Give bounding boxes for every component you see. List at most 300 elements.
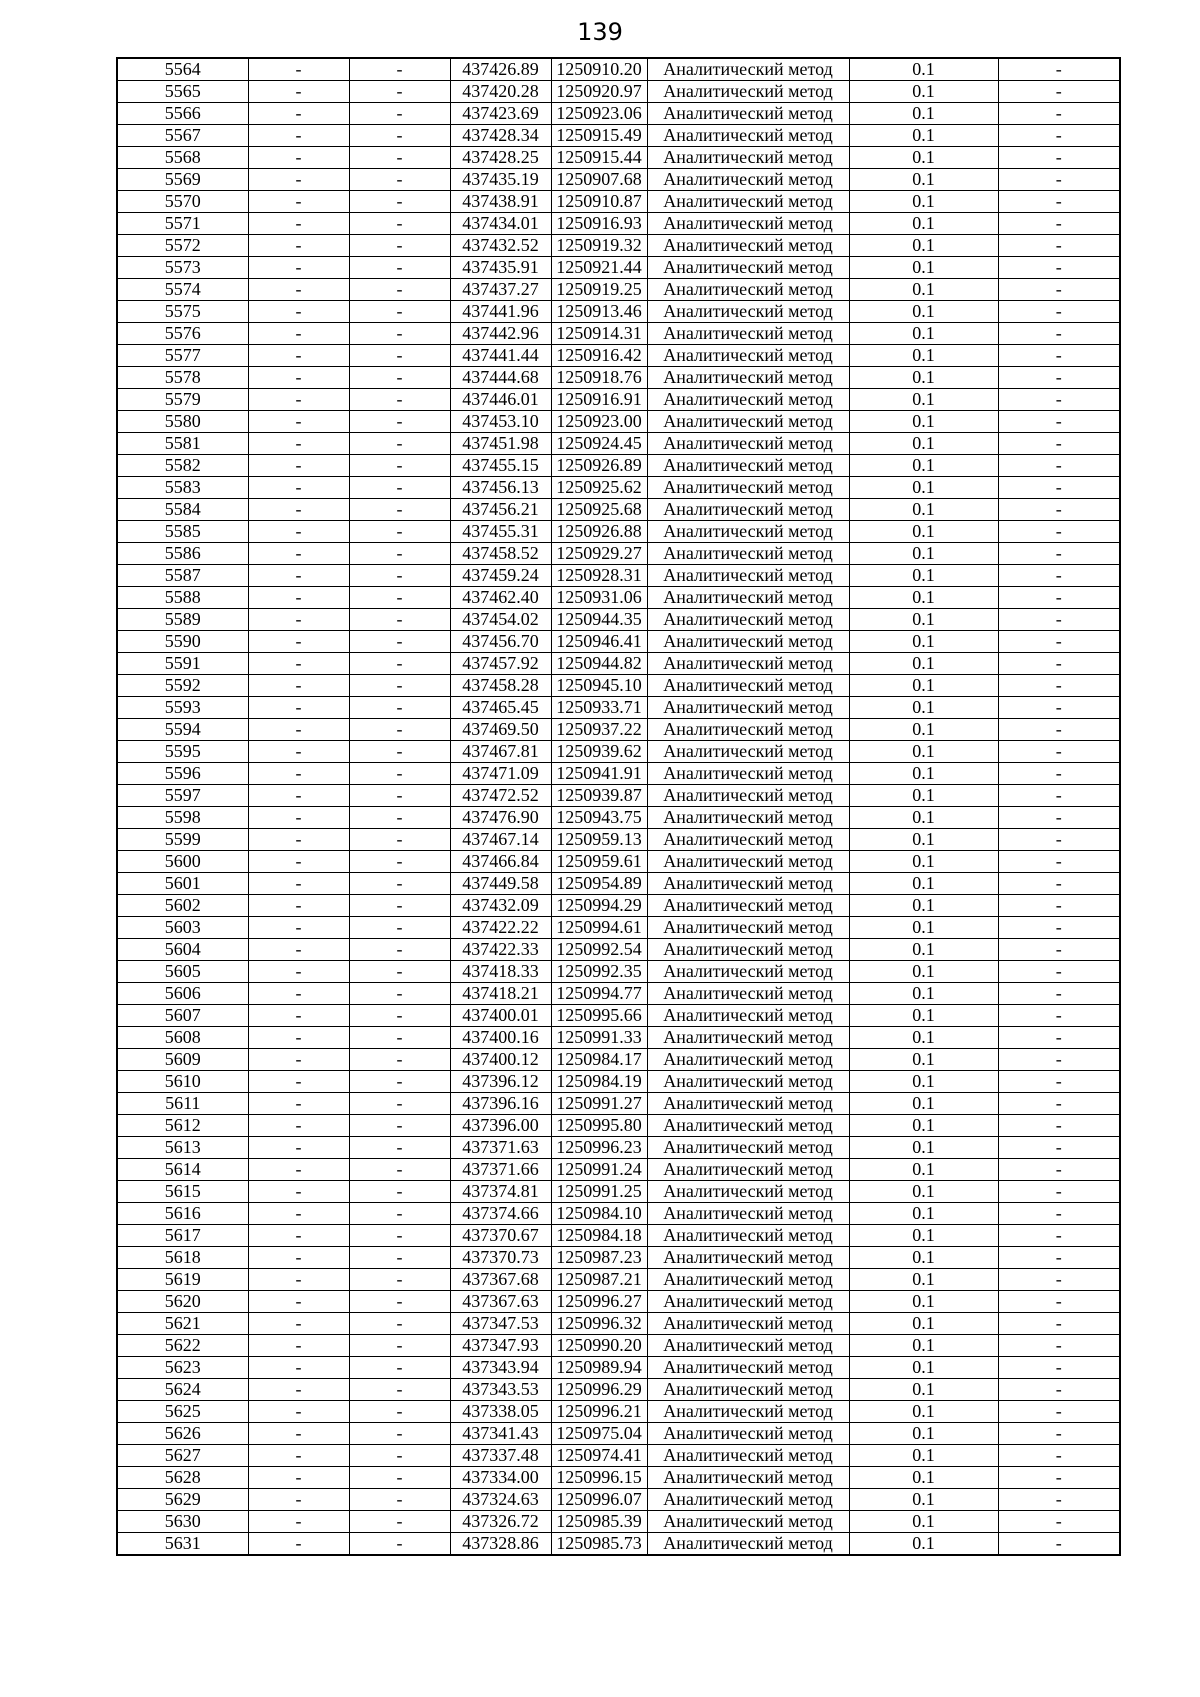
dash-cell: -	[998, 653, 1120, 675]
x-coordinate-cell: 437449.58	[450, 873, 551, 895]
accuracy-cell: 0.1	[849, 1489, 998, 1511]
method-cell: Аналитический метод	[647, 741, 849, 763]
table-row	[117, 213, 1120, 235]
x-coordinate-cell: 437418.33	[450, 961, 551, 983]
method-cell: Аналитический метод	[647, 1291, 849, 1313]
accuracy-cell: 0.1	[849, 719, 998, 741]
accuracy-cell: 0.1	[849, 1159, 998, 1181]
dash-cell: -	[998, 279, 1120, 301]
dash-cell: -	[349, 1159, 450, 1181]
y-coordinate-cell: 1250995.80	[551, 1115, 647, 1137]
point-number-cell: 5595	[117, 741, 248, 763]
point-number-cell: 5604	[117, 939, 248, 961]
table-row	[117, 125, 1120, 147]
method-cell: Аналитический метод	[647, 1181, 849, 1203]
point-number-cell: 5564	[117, 58, 248, 81]
y-coordinate-cell: 1250990.20	[551, 1335, 647, 1357]
dash-cell: -	[998, 983, 1120, 1005]
dash-cell: -	[998, 1467, 1120, 1489]
y-coordinate-cell: 1250915.44	[551, 147, 647, 169]
y-coordinate-cell: 1250985.39	[551, 1511, 647, 1533]
dash-cell: -	[248, 631, 349, 653]
x-coordinate-cell: 437458.52	[450, 543, 551, 565]
dash-cell: -	[998, 1093, 1120, 1115]
method-cell: Аналитический метод	[647, 1533, 849, 1556]
point-number-cell: 5584	[117, 499, 248, 521]
x-coordinate-cell: 437400.01	[450, 1005, 551, 1027]
dash-cell: -	[349, 433, 450, 455]
table-row	[117, 917, 1120, 939]
x-coordinate-cell: 437337.48	[450, 1445, 551, 1467]
method-cell: Аналитический метод	[647, 1313, 849, 1335]
dash-cell: -	[998, 323, 1120, 345]
accuracy-cell: 0.1	[849, 1247, 998, 1269]
dash-cell: -	[349, 1005, 450, 1027]
accuracy-cell: 0.1	[849, 895, 998, 917]
x-coordinate-cell: 437428.25	[450, 147, 551, 169]
accuracy-cell: 0.1	[849, 565, 998, 587]
dash-cell: -	[349, 609, 450, 631]
point-number-cell: 5618	[117, 1247, 248, 1269]
dash-cell: -	[998, 147, 1120, 169]
dash-cell: -	[248, 125, 349, 147]
y-coordinate-cell: 1250989.94	[551, 1357, 647, 1379]
point-number-cell: 5623	[117, 1357, 248, 1379]
x-coordinate-cell: 437442.96	[450, 323, 551, 345]
dash-cell: -	[248, 1181, 349, 1203]
method-cell: Аналитический метод	[647, 1269, 849, 1291]
dash-cell: -	[248, 1533, 349, 1556]
x-coordinate-cell: 437437.27	[450, 279, 551, 301]
dash-cell: -	[349, 1533, 450, 1556]
method-cell: Аналитический метод	[647, 389, 849, 411]
x-coordinate-cell: 437432.09	[450, 895, 551, 917]
x-coordinate-cell: 437465.45	[450, 697, 551, 719]
dash-cell: -	[248, 939, 349, 961]
accuracy-cell: 0.1	[849, 1511, 998, 1533]
dash-cell: -	[349, 697, 450, 719]
method-cell: Аналитический метод	[647, 191, 849, 213]
y-coordinate-cell: 1250939.62	[551, 741, 647, 763]
dash-cell: -	[998, 1071, 1120, 1093]
table-row	[117, 147, 1120, 169]
method-cell: Аналитический метод	[647, 565, 849, 587]
point-number-cell: 5602	[117, 895, 248, 917]
point-number-cell: 5579	[117, 389, 248, 411]
dash-cell: -	[998, 235, 1120, 257]
point-number-cell: 5616	[117, 1203, 248, 1225]
method-cell: Аналитический метод	[647, 917, 849, 939]
y-coordinate-cell: 1250984.19	[551, 1071, 647, 1093]
x-coordinate-cell: 437455.31	[450, 521, 551, 543]
x-coordinate-cell: 437423.69	[450, 103, 551, 125]
dash-cell: -	[998, 719, 1120, 741]
point-number-cell: 5580	[117, 411, 248, 433]
y-coordinate-cell: 1250975.04	[551, 1423, 647, 1445]
dash-cell: -	[248, 895, 349, 917]
dash-cell: -	[998, 477, 1120, 499]
x-coordinate-cell: 437396.12	[450, 1071, 551, 1093]
table-row	[117, 719, 1120, 741]
dash-cell: -	[998, 1533, 1120, 1556]
point-number-cell: 5629	[117, 1489, 248, 1511]
table-row	[117, 1137, 1120, 1159]
point-number-cell: 5628	[117, 1467, 248, 1489]
x-coordinate-cell: 437441.44	[450, 345, 551, 367]
y-coordinate-cell: 1250928.31	[551, 565, 647, 587]
dash-cell: -	[998, 543, 1120, 565]
x-coordinate-cell: 437400.16	[450, 1027, 551, 1049]
dash-cell: -	[248, 1115, 349, 1137]
x-coordinate-cell: 437367.63	[450, 1291, 551, 1313]
table-row	[117, 1247, 1120, 1269]
x-coordinate-cell: 437343.94	[450, 1357, 551, 1379]
x-coordinate-cell: 437456.21	[450, 499, 551, 521]
accuracy-cell: 0.1	[849, 1225, 998, 1247]
x-coordinate-cell: 437456.70	[450, 631, 551, 653]
dash-cell: -	[248, 1423, 349, 1445]
table-row	[117, 521, 1120, 543]
point-number-cell: 5571	[117, 213, 248, 235]
table-row	[117, 1511, 1120, 1533]
dash-cell: -	[998, 807, 1120, 829]
accuracy-cell: 0.1	[849, 609, 998, 631]
point-number-cell: 5611	[117, 1093, 248, 1115]
dash-cell: -	[998, 1291, 1120, 1313]
table-row	[117, 873, 1120, 895]
dash-cell: -	[349, 741, 450, 763]
dash-cell: -	[349, 917, 450, 939]
y-coordinate-cell: 1250924.45	[551, 433, 647, 455]
point-number-cell: 5590	[117, 631, 248, 653]
table-row	[117, 1115, 1120, 1137]
x-coordinate-cell: 437476.90	[450, 807, 551, 829]
dash-cell: -	[349, 543, 450, 565]
accuracy-cell: 0.1	[849, 411, 998, 433]
dash-cell: -	[349, 1203, 450, 1225]
method-cell: Аналитический метод	[647, 609, 849, 631]
dash-cell: -	[998, 125, 1120, 147]
point-number-cell: 5574	[117, 279, 248, 301]
table-row	[117, 169, 1120, 191]
point-number-cell: 5613	[117, 1137, 248, 1159]
method-cell: Аналитический метод	[647, 631, 849, 653]
dash-cell: -	[248, 191, 349, 213]
x-coordinate-cell: 437467.14	[450, 829, 551, 851]
x-coordinate-cell: 437396.00	[450, 1115, 551, 1137]
accuracy-cell: 0.1	[849, 58, 998, 81]
accuracy-cell: 0.1	[849, 367, 998, 389]
y-coordinate-cell: 1250995.66	[551, 1005, 647, 1027]
dash-cell: -	[248, 257, 349, 279]
table-row	[117, 961, 1120, 983]
x-coordinate-cell: 437471.09	[450, 763, 551, 785]
point-number-cell: 5622	[117, 1335, 248, 1357]
accuracy-cell: 0.1	[849, 829, 998, 851]
dash-cell: -	[349, 1489, 450, 1511]
accuracy-cell: 0.1	[849, 653, 998, 675]
method-cell: Аналитический метод	[647, 1225, 849, 1247]
accuracy-cell: 0.1	[849, 939, 998, 961]
dash-cell: -	[248, 367, 349, 389]
x-coordinate-cell: 437434.01	[450, 213, 551, 235]
point-number-cell: 5598	[117, 807, 248, 829]
point-number-cell: 5589	[117, 609, 248, 631]
point-number-cell: 5593	[117, 697, 248, 719]
dash-cell: -	[349, 1357, 450, 1379]
accuracy-cell: 0.1	[849, 983, 998, 1005]
dash-cell: -	[349, 939, 450, 961]
page-number: 139	[577, 18, 623, 46]
x-coordinate-cell: 437374.81	[450, 1181, 551, 1203]
method-cell: Аналитический метод	[647, 1115, 849, 1137]
dash-cell: -	[349, 81, 450, 103]
y-coordinate-cell: 1250984.18	[551, 1225, 647, 1247]
table-row	[117, 543, 1120, 565]
dash-cell: -	[349, 455, 450, 477]
dash-cell: -	[248, 235, 349, 257]
dash-cell: -	[349, 58, 450, 81]
accuracy-cell: 0.1	[849, 1423, 998, 1445]
dash-cell: -	[349, 1335, 450, 1357]
method-cell: Аналитический метод	[647, 895, 849, 917]
dash-cell: -	[998, 257, 1120, 279]
method-cell: Аналитический метод	[647, 147, 849, 169]
dash-cell: -	[998, 1445, 1120, 1467]
dash-cell: -	[248, 345, 349, 367]
x-coordinate-cell: 437347.93	[450, 1335, 551, 1357]
dash-cell: -	[998, 58, 1120, 81]
method-cell: Аналитический метод	[647, 719, 849, 741]
point-number-cell: 5585	[117, 521, 248, 543]
dash-cell: -	[248, 1247, 349, 1269]
dash-cell: -	[349, 829, 450, 851]
dash-cell: -	[998, 939, 1120, 961]
x-coordinate-cell: 437438.91	[450, 191, 551, 213]
x-coordinate-cell: 437459.24	[450, 565, 551, 587]
x-coordinate-cell: 437341.43	[450, 1423, 551, 1445]
table-row	[117, 1401, 1120, 1423]
dash-cell: -	[998, 1379, 1120, 1401]
table-row	[117, 829, 1120, 851]
point-number-cell: 5578	[117, 367, 248, 389]
accuracy-cell: 0.1	[849, 521, 998, 543]
x-coordinate-cell: 437396.16	[450, 1093, 551, 1115]
table-row	[117, 1181, 1120, 1203]
dash-cell: -	[349, 389, 450, 411]
accuracy-cell: 0.1	[849, 257, 998, 279]
accuracy-cell: 0.1	[849, 1137, 998, 1159]
method-cell: Аналитический метод	[647, 1049, 849, 1071]
y-coordinate-cell: 1250926.88	[551, 521, 647, 543]
point-number-cell: 5570	[117, 191, 248, 213]
dash-cell: -	[349, 323, 450, 345]
dash-cell: -	[349, 873, 450, 895]
method-cell: Аналитический метод	[647, 1093, 849, 1115]
dash-cell: -	[349, 653, 450, 675]
method-cell: Аналитический метод	[647, 1137, 849, 1159]
table-row	[117, 895, 1120, 917]
table-row	[117, 1533, 1120, 1556]
dash-cell: -	[998, 851, 1120, 873]
dash-cell: -	[349, 1511, 450, 1533]
y-coordinate-cell: 1250907.68	[551, 169, 647, 191]
x-coordinate-cell: 437441.96	[450, 301, 551, 323]
dash-cell: -	[248, 851, 349, 873]
accuracy-cell: 0.1	[849, 1291, 998, 1313]
dash-cell: -	[248, 675, 349, 697]
point-number-cell: 5565	[117, 81, 248, 103]
y-coordinate-cell: 1250987.21	[551, 1269, 647, 1291]
accuracy-cell: 0.1	[849, 631, 998, 653]
accuracy-cell: 0.1	[849, 169, 998, 191]
accuracy-cell: 0.1	[849, 1093, 998, 1115]
point-number-cell: 5620	[117, 1291, 248, 1313]
x-coordinate-cell: 437458.28	[450, 675, 551, 697]
dash-cell: -	[248, 1445, 349, 1467]
method-cell: Аналитический метод	[647, 411, 849, 433]
dash-cell: -	[998, 565, 1120, 587]
accuracy-cell: 0.1	[849, 697, 998, 719]
dash-cell: -	[248, 499, 349, 521]
point-number-cell: 5607	[117, 1005, 248, 1027]
method-cell: Аналитический метод	[647, 433, 849, 455]
accuracy-cell: 0.1	[849, 1313, 998, 1335]
dash-cell: -	[349, 565, 450, 587]
x-coordinate-cell: 437367.68	[450, 1269, 551, 1291]
dash-cell: -	[998, 1203, 1120, 1225]
y-coordinate-cell: 1250921.44	[551, 257, 647, 279]
accuracy-cell: 0.1	[849, 785, 998, 807]
accuracy-cell: 0.1	[849, 917, 998, 939]
x-coordinate-cell: 437446.01	[450, 389, 551, 411]
dash-cell: -	[998, 1159, 1120, 1181]
table-row	[117, 741, 1120, 763]
dash-cell: -	[248, 829, 349, 851]
dash-cell: -	[349, 785, 450, 807]
dash-cell: -	[248, 1401, 349, 1423]
dash-cell: -	[998, 763, 1120, 785]
method-cell: Аналитический метод	[647, 939, 849, 961]
x-coordinate-cell: 437467.81	[450, 741, 551, 763]
dash-cell: -	[248, 1379, 349, 1401]
dash-cell: -	[998, 609, 1120, 631]
y-coordinate-cell: 1250996.32	[551, 1313, 647, 1335]
method-cell: Аналитический метод	[647, 961, 849, 983]
method-cell: Аналитический метод	[647, 279, 849, 301]
dash-cell: -	[998, 829, 1120, 851]
point-number-cell: 5582	[117, 455, 248, 477]
dash-cell: -	[349, 587, 450, 609]
dash-cell: -	[248, 1027, 349, 1049]
dash-cell: -	[349, 1269, 450, 1291]
method-cell: Аналитический метод	[647, 455, 849, 477]
dash-cell: -	[349, 1423, 450, 1445]
method-cell: Аналитический метод	[647, 1423, 849, 1445]
dash-cell: -	[248, 1049, 349, 1071]
point-number-cell: 5624	[117, 1379, 248, 1401]
table-row	[117, 191, 1120, 213]
dash-cell: -	[998, 1335, 1120, 1357]
dash-cell: -	[998, 697, 1120, 719]
point-number-cell: 5606	[117, 983, 248, 1005]
dash-cell: -	[349, 1467, 450, 1489]
dash-cell: -	[998, 895, 1120, 917]
table-row	[117, 235, 1120, 257]
y-coordinate-cell: 1250933.71	[551, 697, 647, 719]
dash-cell: -	[998, 1247, 1120, 1269]
table-row	[117, 345, 1120, 367]
dash-cell: -	[998, 345, 1120, 367]
x-coordinate-cell: 437472.52	[450, 785, 551, 807]
dash-cell: -	[349, 1137, 450, 1159]
accuracy-cell: 0.1	[849, 763, 998, 785]
y-coordinate-cell: 1250992.54	[551, 939, 647, 961]
accuracy-cell: 0.1	[849, 191, 998, 213]
table-row	[117, 1489, 1120, 1511]
x-coordinate-cell: 437469.50	[450, 719, 551, 741]
dash-cell: -	[998, 1027, 1120, 1049]
x-coordinate-cell: 437422.33	[450, 939, 551, 961]
y-coordinate-cell: 1250916.42	[551, 345, 647, 367]
method-cell: Аналитический метод	[647, 367, 849, 389]
y-coordinate-cell: 1250959.61	[551, 851, 647, 873]
point-number-cell: 5597	[117, 785, 248, 807]
table-row	[117, 939, 1120, 961]
accuracy-cell: 0.1	[849, 1181, 998, 1203]
dash-cell: -	[998, 631, 1120, 653]
dash-cell: -	[998, 169, 1120, 191]
dash-cell: -	[248, 1005, 349, 1027]
dash-cell: -	[998, 1357, 1120, 1379]
table-row	[117, 1313, 1120, 1335]
point-number-cell: 5619	[117, 1269, 248, 1291]
accuracy-cell: 0.1	[849, 235, 998, 257]
y-coordinate-cell: 1250991.33	[551, 1027, 647, 1049]
dash-cell: -	[248, 1093, 349, 1115]
point-number-cell: 5572	[117, 235, 248, 257]
accuracy-cell: 0.1	[849, 1445, 998, 1467]
accuracy-cell: 0.1	[849, 741, 998, 763]
method-cell: Аналитический метод	[647, 1159, 849, 1181]
dash-cell: -	[248, 741, 349, 763]
dash-cell: -	[248, 1071, 349, 1093]
dash-cell: -	[349, 1181, 450, 1203]
method-cell: Аналитический метод	[647, 1467, 849, 1489]
y-coordinate-cell: 1250919.32	[551, 235, 647, 257]
dash-cell: -	[248, 697, 349, 719]
dash-cell: -	[349, 1247, 450, 1269]
method-cell: Аналитический метод	[647, 477, 849, 499]
x-coordinate-cell: 437454.02	[450, 609, 551, 631]
y-coordinate-cell: 1250945.10	[551, 675, 647, 697]
method-cell: Аналитический метод	[647, 1071, 849, 1093]
table-row	[117, 1159, 1120, 1181]
table-row	[117, 653, 1120, 675]
accuracy-cell: 0.1	[849, 389, 998, 411]
dash-cell: -	[998, 587, 1120, 609]
dash-cell: -	[248, 521, 349, 543]
method-cell: Аналитический метод	[647, 785, 849, 807]
accuracy-cell: 0.1	[849, 807, 998, 829]
point-number-cell: 5610	[117, 1071, 248, 1093]
y-coordinate-cell: 1250939.87	[551, 785, 647, 807]
table-row	[117, 1291, 1120, 1313]
point-number-cell: 5614	[117, 1159, 248, 1181]
dash-cell: -	[349, 675, 450, 697]
table-row	[117, 1225, 1120, 1247]
y-coordinate-cell: 1250916.91	[551, 389, 647, 411]
